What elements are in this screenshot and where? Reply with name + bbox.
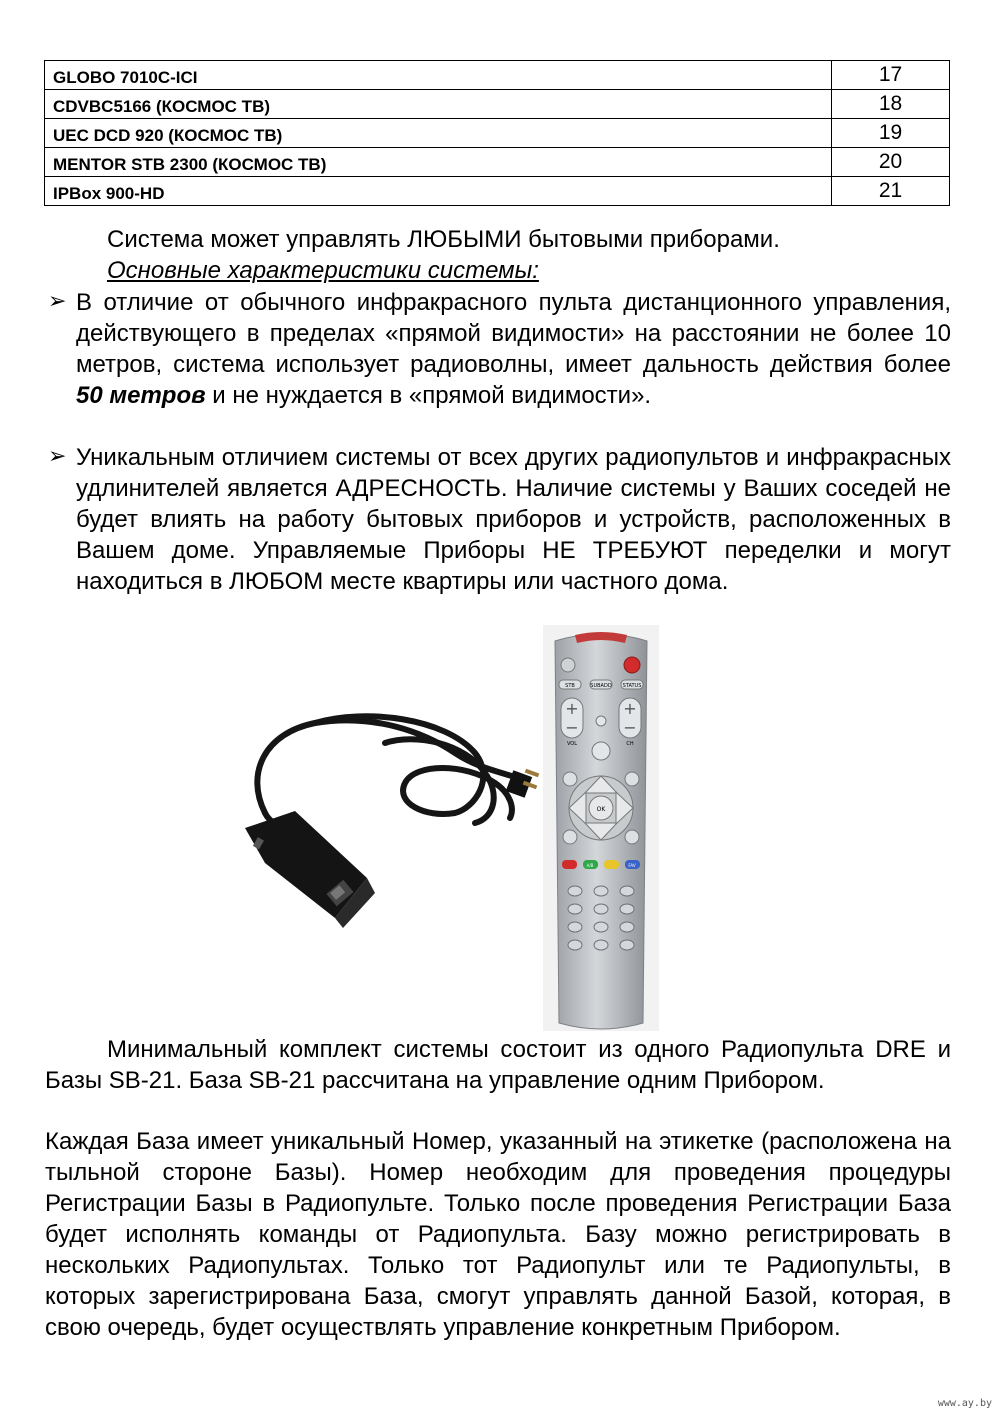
model-name: UEC DCD 920 (КОСМОС ТВ) [45, 119, 832, 148]
base-and-remote-image [225, 623, 665, 1033]
model-number: 17 [832, 61, 950, 90]
arrow-bullet-icon: ➢ [48, 288, 67, 313]
model-number: 18 [832, 90, 950, 119]
remote-ab-label: A/B [586, 863, 594, 868]
intro-text: Система может управлять ЛЮБЫМИ бытовыми приборами. [107, 226, 780, 253]
remote-subadd-label: SUBADD [590, 683, 612, 689]
base-device-image [245, 811, 375, 928]
bullet-range [76, 287, 951, 411]
table-row [45, 148, 950, 177]
remote-fav-label: FAV [628, 863, 636, 868]
bullet-addressing: Уникальным отличием системы от всех других радиопультов и инфракрасных удлинителей является АДРЕСНОСТЬ. Наличие системы у Ваших соседей не будет влиять на работу бытовых приборов и устройств, расположенных в Вашем доме. Управляемые Приборы НЕ ТРЕБУЮТ переделки и могут находиться в ЛЮБОМ месте квартиры или частного дома. [76, 444, 951, 595]
bullet-range-tail: и не нуждается в «прямой видимости». [205, 382, 652, 409]
paragraph-minimal-kit: Минимальный комплект системы состоит из одного Радиопульта DRE и Базы SB-21. База SB-21 рассчитана на управление одним Прибором. [45, 1036, 951, 1094]
table-row [45, 119, 950, 148]
product-photo [225, 623, 665, 1033]
paragraph-registration: Каждая База имеет уникальный Номер, указанный на этикетке (расположена на тыльной стороне Базы). Номер необходим для проведения процедуры Регистрации Базы в Радиопульте. Только после проведения Регистрации База будет исполнять команды от Радиопульта. Базу можно регистрировать в нескольких Радиопультах. Только тот Радиопульт или те Радиопульты, в которых зарегистрирована База, смогут управлять данной Базой, которая, в свою очередь, будет осуществлять управление конкретным Прибором. [45, 1128, 951, 1341]
remote-status-label: STATUS [622, 683, 642, 689]
svg-text:+: + [565, 699, 579, 718]
remote-control-image [555, 632, 647, 1029]
model-number: 20 [832, 148, 950, 177]
remote-vol-label: VOL [566, 741, 578, 747]
remote-stb-label: STB [565, 683, 575, 689]
svg-text:−: − [623, 718, 637, 737]
features-heading: Основные характеристики системы: [107, 257, 539, 284]
svg-text:−: − [565, 718, 579, 737]
model-name: IPBox 900-HD [45, 177, 832, 206]
cable-image [257, 716, 525, 828]
model-number: 19 [832, 119, 950, 148]
remote-ch-label: CH [626, 741, 634, 747]
bullet-range-text: В отличие от обычного инфракрасного пульта дистанционного управления, действующего в пределах «прямой видимости» на расстоянии не более 10 метров, система использует радиоволны, имеет дальность действия более [76, 289, 951, 378]
model-table [44, 60, 950, 206]
arrow-bullet-icon: ➢ [48, 443, 67, 468]
remote-ok-label: OK [596, 806, 606, 813]
range-highlight: 50 метров [76, 382, 206, 409]
table-row [45, 90, 950, 119]
table-row [45, 61, 950, 90]
model-number: 21 [832, 177, 950, 206]
model-name: MENTOR STB 2300 (КОСМОС ТВ) [45, 148, 832, 177]
watermark: www.ay.by [937, 1398, 992, 1409]
model-name: GLOBO 7010C-ICI [45, 61, 832, 90]
table-row [45, 177, 950, 206]
model-name: CDVBC5166 (КОСМОС ТВ) [45, 90, 832, 119]
svg-text:+: + [623, 699, 637, 718]
